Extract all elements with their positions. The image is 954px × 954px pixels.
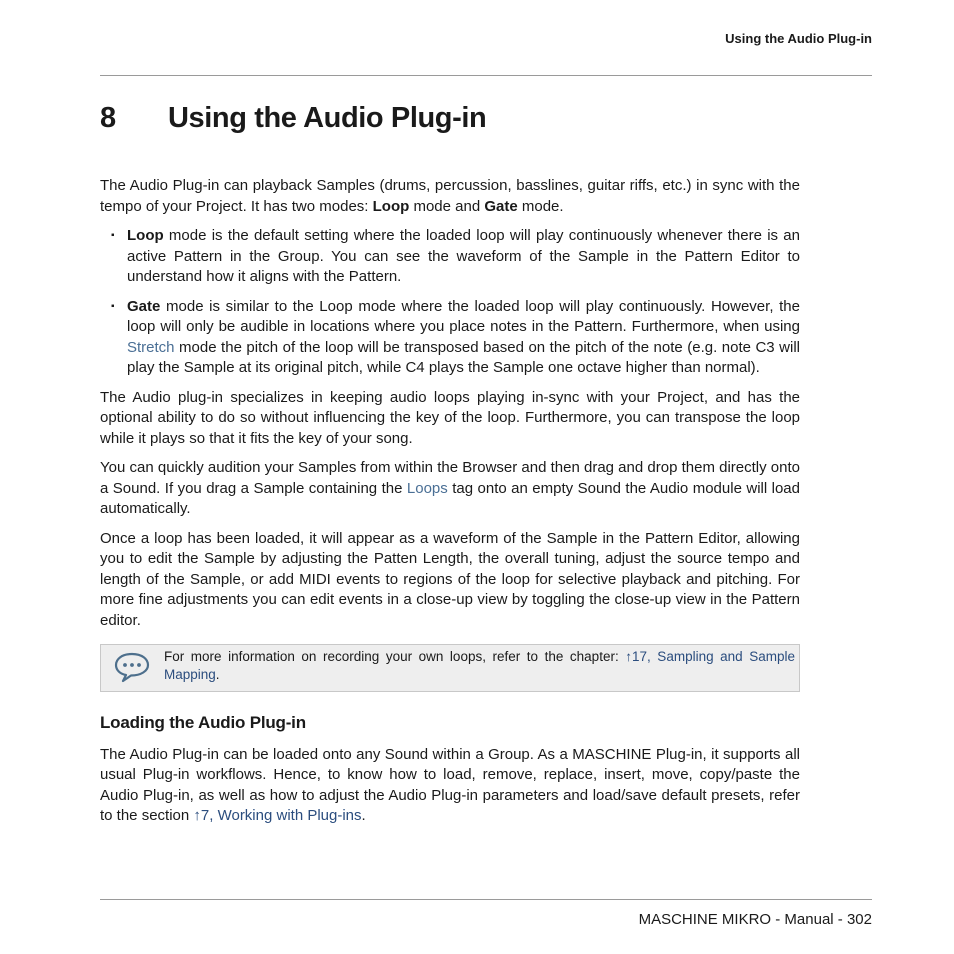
loading-paragraph xyxy=(100,745,800,827)
note-end: . xyxy=(215,667,220,682)
plugins-section-link[interactable]: ↑7, Working with Plug-ins xyxy=(193,807,362,824)
audition-text-2: tag onto an empty Sound the Audio module will load automatically. xyxy=(100,479,800,517)
chapter-number: 8 xyxy=(100,102,116,134)
section-heading: Loading the Audio Plug-in xyxy=(100,713,306,732)
info-note xyxy=(100,644,800,692)
gate-description-2: mode the pitch of the loop will be transposed based on the pitch of the note (e.g. note C3 will play the Sample at its original pitch, while C4 plays the Sample one octave higher than normal). xyxy=(127,338,800,376)
audition-text-1: You can quickly audition your Samples from within the Browser and then drag and drop them directly onto a Sound. If you drag a Sample containing the xyxy=(100,459,800,497)
gate-description-1: mode is similar to the Loop mode where the loaded loop will play continuously. However, the loop will only be audible in locations where you place notes in the Pattern. Furthermore, when using xyxy=(127,297,800,335)
note-text: For more information on recording your own loops, refer to the chapter: xyxy=(164,649,626,664)
loading-text: The Audio Plug-in can be loaded onto any Sound within a Group. As a MASCHINE Plug-in, it supports all usual Plug-in workflows. Hence, to know how to load, remove, replace, insert, move, copy/paste the Audio Plug-in, as well as how to adjust the Audio Plug-in parameters and load/save default presets, refer to the section xyxy=(100,745,800,824)
intro-loop-term: Loop xyxy=(372,197,410,215)
intro-text-2: mode and xyxy=(409,197,485,215)
main-content xyxy=(100,176,800,836)
footer-divider xyxy=(100,899,872,900)
intro-text-3: mode. xyxy=(517,197,564,215)
loading-end: . xyxy=(361,807,366,824)
page-footer: MASCHINE MIKRO - Manual - 302 xyxy=(638,911,872,928)
chapter-title-text: Using the Audio Plug-in xyxy=(168,102,487,134)
list-item-loop xyxy=(100,226,800,288)
stretch-link[interactable]: Stretch xyxy=(127,338,175,356)
intro-paragraph xyxy=(100,176,800,217)
loop-term: Loop xyxy=(127,227,164,244)
intro-text-1: The Audio Plug-in can playback Samples (drums, percussion, basslines, guitar riffs, etc.) in sync with the tempo of your Project. It has two modes: xyxy=(100,177,800,215)
bullet-marker: ▪ xyxy=(111,230,115,241)
loops-link[interactable]: Loops xyxy=(406,479,448,497)
gate-term: Gate xyxy=(127,297,161,315)
audition-paragraph xyxy=(100,458,800,520)
header-divider xyxy=(100,75,872,76)
loaded-paragraph: Once a loop has been loaded, it will appear as a waveform of the Sample in the Pattern Editor, allowing you to edit the Sample by adjusting the Patten Length, the overall tuning, adjust the source tempo and length of the Sample, or add MIDI events to regions of the loop for selective playback and pitching. For more fine adjustments you can edit events in a close-up view by toggling the close-up view in the Pattern editor. xyxy=(100,529,800,629)
chapter-title xyxy=(100,102,486,135)
running-header: Using the Audio Plug-in xyxy=(725,31,872,46)
loop-description: mode is the default setting where the loaded loop will play continuously whenever there is an active Pattern in the Group. You can see the waveform of the Sample in the Pattern Editor to understand how it aligns with the Pattern. xyxy=(127,227,800,285)
list-item-gate xyxy=(100,297,800,379)
speech-bubble-icon xyxy=(113,651,151,683)
bullet-marker: ▪ xyxy=(111,300,115,312)
specializes-paragraph: The Audio plug-in specializes in keeping audio loops playing in-sync with your Project, and has the optional ability to do so without influencing the key of the loop. Furthermore, you can transpose the loop while it plays so that it fits the key of your song. xyxy=(100,388,800,447)
sampling-chapter-link[interactable]: ↑17, Sampling and Sample Mapping xyxy=(164,649,795,682)
intro-gate-term: Gate xyxy=(484,197,518,215)
mode-list xyxy=(100,226,800,379)
